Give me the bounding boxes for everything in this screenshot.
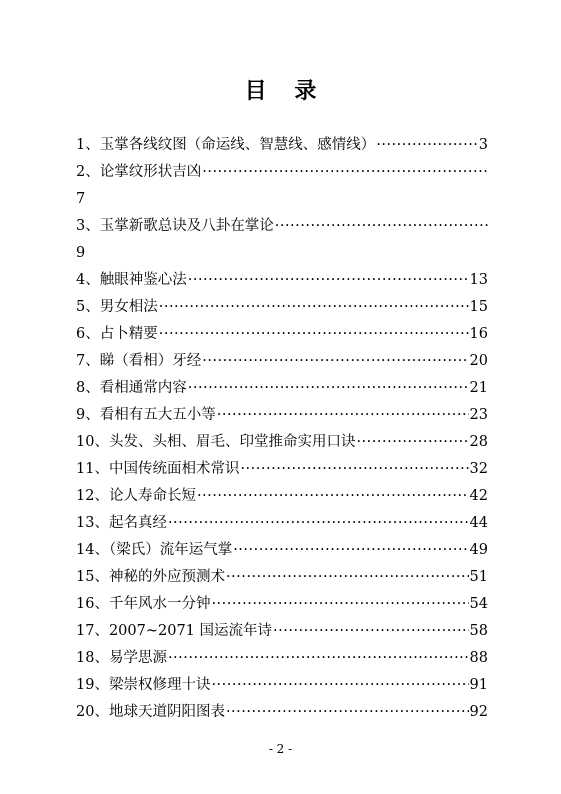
toc-entry-page: 16 — [469, 326, 488, 342]
toc-dot-leader — [233, 537, 468, 564]
toc-entry[interactable] — [76, 375, 488, 402]
toc-entry-page: 49 — [469, 542, 488, 558]
toc-entry[interactable] — [76, 321, 488, 348]
toc-entry-title: 5、男女相法 — [76, 299, 158, 315]
toc-entry-title: 4、触眼神鉴心法 — [76, 272, 187, 288]
toc-entry-page: 92 — [469, 704, 488, 720]
toc-entry-page: 15 — [469, 299, 488, 315]
toc-entry-page: 28 — [469, 434, 488, 450]
toc-entry-title: 13、起名真经 — [76, 515, 167, 531]
toc-entry[interactable] — [76, 132, 488, 159]
toc-entry-page: 13 — [469, 272, 488, 288]
toc-entry[interactable] — [76, 483, 488, 510]
toc-dot-leader — [376, 132, 478, 159]
page-number: - 2 - — [268, 742, 293, 756]
toc-dot-leader — [159, 294, 469, 321]
toc-entry[interactable] — [76, 456, 488, 483]
toc-entry-page: 42 — [469, 488, 488, 504]
toc-entry[interactable] — [76, 267, 488, 294]
toc-entry-title: 8、看相通常内容 — [76, 380, 187, 396]
toc-entry-page: 51 — [469, 569, 488, 585]
toc-entry-title: 11、中国传统面相术常识 — [76, 461, 240, 477]
toc-dot-leader — [197, 483, 469, 510]
toc-title: 目 录 — [244, 78, 327, 104]
toc-entry-title: 6、占卜精要 — [76, 326, 158, 342]
toc-dot-leader — [188, 375, 469, 402]
toc-entry-page: 3 — [478, 137, 488, 153]
toc-entry[interactable] — [76, 672, 488, 699]
toc-dot-leader — [168, 510, 469, 537]
toc-entry-page: 7 — [76, 191, 86, 207]
toc-entry-title: 2、论掌纹形状吉凶 — [76, 164, 202, 180]
toc-entry[interactable] — [76, 645, 488, 672]
toc-entry[interactable] — [76, 618, 488, 645]
toc-dot-leader — [240, 456, 468, 483]
toc-dot-leader — [188, 267, 469, 294]
toc-dot-leader — [217, 402, 469, 429]
toc-entry-page: 54 — [469, 596, 488, 612]
toc-dot-leader — [159, 321, 469, 348]
toc-entry-title: 1、玉掌各线纹图（命运线、智慧线、感情线） — [76, 137, 376, 153]
toc-entry-page: 91 — [469, 677, 488, 693]
toc-entry-page: 88 — [469, 650, 488, 666]
toc-dot-leader — [356, 429, 468, 456]
toc-entry[interactable] — [76, 699, 488, 726]
toc-entry-page: 20 — [469, 353, 488, 369]
toc-dot-leader — [202, 348, 468, 375]
toc-entry-wrapped-page — [76, 186, 488, 213]
toc-dot-leader — [211, 591, 468, 618]
toc-dot-leader — [275, 213, 488, 240]
toc-entry-page: 58 — [469, 623, 488, 639]
toc-entry-page: 32 — [469, 461, 488, 477]
toc-entry-title: 14、（梁氏）流年运气掌 — [76, 542, 233, 558]
toc-entry-title: 20、地球天道阴阳图表 — [76, 704, 225, 720]
toc-entry[interactable] — [76, 348, 488, 375]
toc-entry-title: 18、易学思源 — [76, 650, 167, 666]
toc-entry[interactable] — [76, 537, 488, 564]
toc-dot-leader — [273, 618, 469, 645]
toc-entry-title: 19、梁崇权修理十诀 — [76, 677, 211, 693]
toc-entry-wrapped-page — [76, 240, 488, 267]
table-of-contents — [76, 132, 488, 726]
toc-entry[interactable] — [76, 402, 488, 429]
toc-entry[interactable] — [76, 159, 488, 186]
toc-entry-title: 17、2007~2071 国运流年诗 — [76, 623, 273, 639]
toc-entry[interactable] — [76, 510, 488, 537]
toc-entry-title: 9、看相有五大五小等 — [76, 407, 216, 423]
toc-entry-title: 10、头发、头相、眉毛、印堂推命实用口诀 — [76, 434, 356, 450]
toc-entry[interactable] — [76, 429, 488, 456]
toc-entry-title: 15、神秘的外应预测术 — [76, 569, 225, 585]
toc-dot-leader — [202, 159, 488, 186]
toc-entry[interactable] — [76, 591, 488, 618]
toc-entry[interactable] — [76, 213, 488, 240]
toc-dot-leader — [168, 645, 469, 672]
toc-entry-page: 44 — [469, 515, 488, 531]
toc-entry-page: 21 — [469, 380, 488, 396]
toc-entry-title: 12、论人寿命长短 — [76, 488, 196, 504]
toc-dot-leader — [211, 672, 468, 699]
toc-entry-title: 3、玉掌新歌总诀及八卦在掌论 — [76, 218, 274, 234]
toc-entry-page: 23 — [469, 407, 488, 423]
toc-entry-title: 16、千年风水一分钟 — [76, 596, 211, 612]
toc-dot-leader — [226, 699, 469, 726]
toc-entry-title: 7、睇（看相）牙经 — [76, 353, 202, 369]
toc-entry[interactable] — [76, 564, 488, 591]
toc-entry-page: 9 — [76, 245, 86, 261]
toc-dot-leader — [226, 564, 469, 591]
toc-entry[interactable] — [76, 294, 488, 321]
